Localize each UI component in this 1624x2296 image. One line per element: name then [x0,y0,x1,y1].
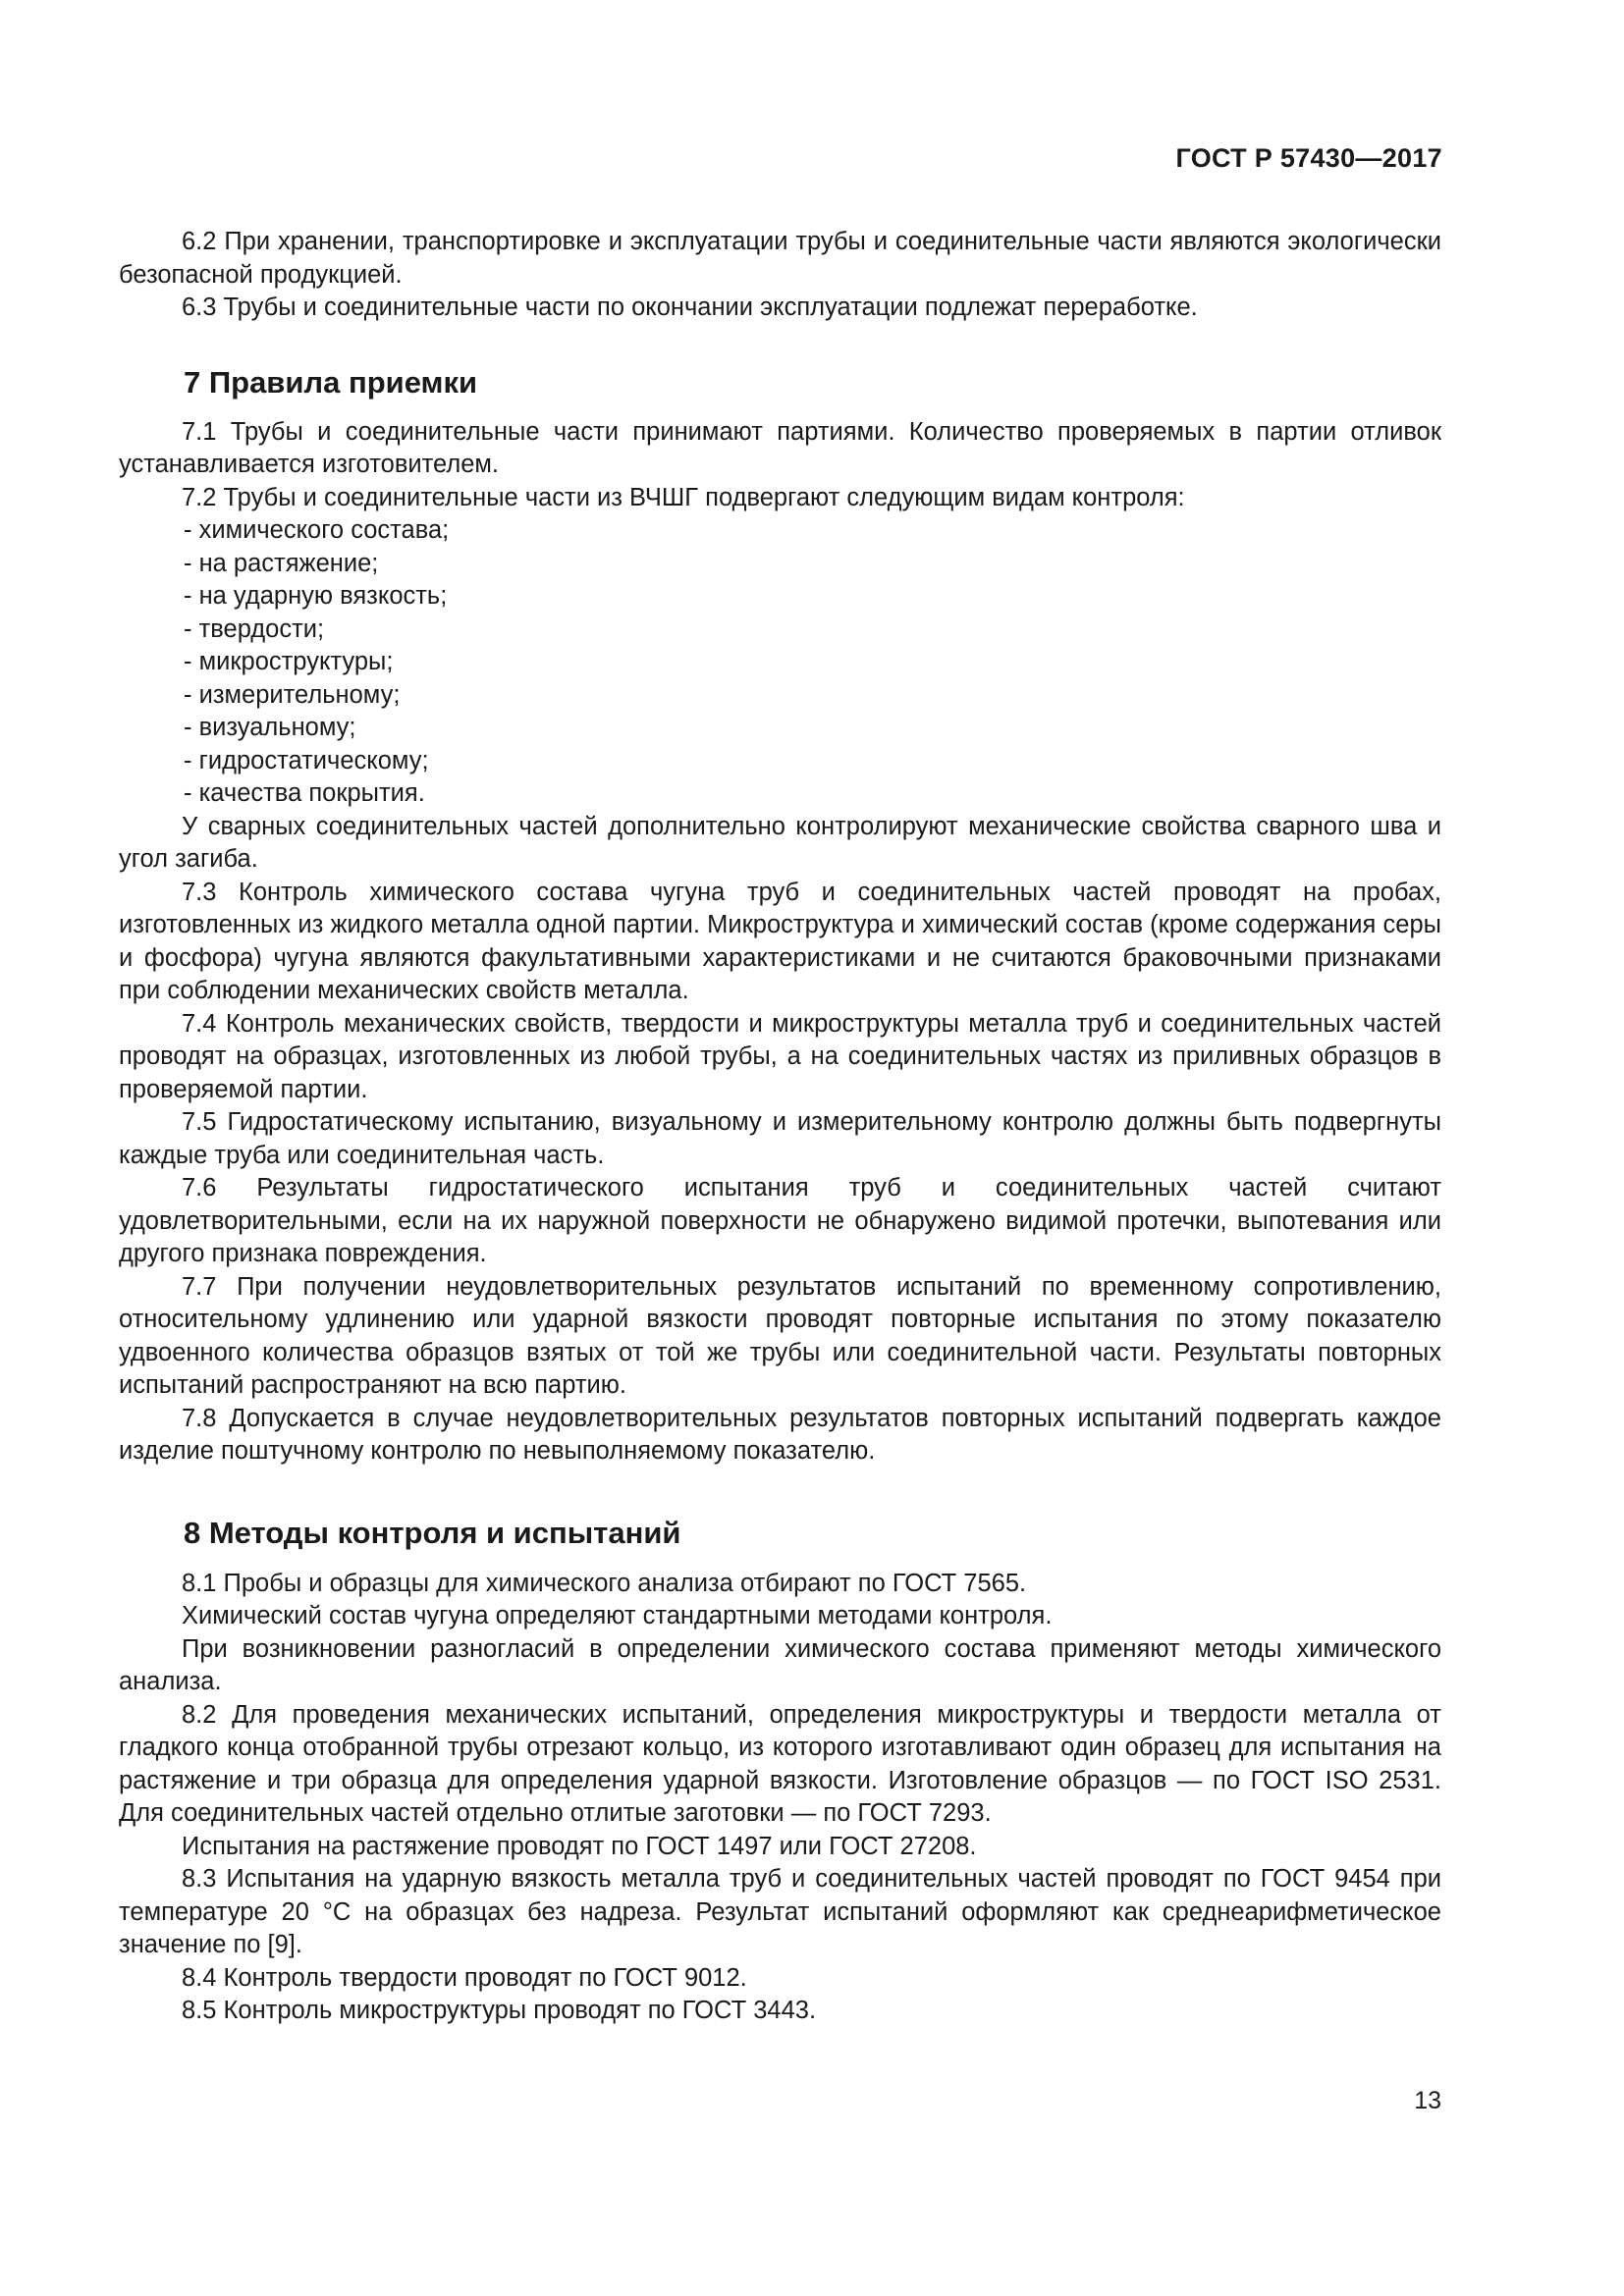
list-item: - гидростатическому; [184,746,429,774]
paragraph-6-2: 6.2 При хранении, транспортировке и эксплуатации трубы и соединительные части являются экологически безопасной продукцией. [119,228,1441,289]
document-body [119,226,1441,2028]
paragraph-6-3: 6.3 Трубы и соединительные части по окончании эксплуатации подлежат переработке. [182,294,1198,321]
list-item: - визуальному; [184,714,356,741]
document-number-header: ГОСТ Р 57430—2017 [1175,143,1442,173]
paragraph-8-2b: Испытания на растяжение проводят по ГОСТ 1497 или ГОСТ 27208. [182,1832,977,1860]
paragraph-8-2: 8.2 Для проведения механических испытаний, определения микроструктуры и твердости металла от гладкого конца отобранной трубы отрезают кольцо, из которого изготавливают один образец для испытания на растяжение и три образца для определения ударной вязкости. Изготовление образцов — по ГОСТ ISO 2531. Для соединительных частей отдельно отлитые заготовки — по ГОСТ 7293. [119,1700,1441,1827]
paragraph-weld: У сварных соединительных частей дополнительно контролируют механические свойства сварного шва и угол загиба. [119,812,1441,873]
section-7-heading: 7 Правила приемки [184,364,478,400]
control-types-list [119,514,1441,811]
list-item: - на ударную вязкость; [184,582,448,610]
paragraph-8-5: 8.5 Контроль микроструктуры проводят по ГОСТ 3443. [182,1997,817,2024]
paragraph-8-4: 8.4 Контроль твердости проводят по ГОСТ 9012. [182,1963,747,1992]
paragraph-7-1: 7.1 Трубы и соединительные части принимают партиями. Количество проверяемых в партии отливок устанавливается изготовителем. [119,417,1441,478]
page-number: 13 [1414,2087,1441,2114]
paragraph-7-2: 7.2 Трубы и соединительные части из ВЧШГ подвергают следующим видам контроля: [182,483,1185,511]
paragraph-7-5: 7.5 Гидростатическому испытанию, визуальному и измерительному контролю должны быть подвергнуты каждые труба или соединительная часть. [119,1108,1441,1169]
list-item: - твердости; [184,614,325,643]
paragraph-7-7: 7.7 При получении неудовлетворительных результатов испытаний по временному сопротивлению, относительному удлинению или ударной вязкости проводят повторные испытания по этому показателю удвоенного количества образцов взятых от той же трубы или соединительной части. Результаты повторных испытаний распространяют на всю партию. [119,1272,1441,1399]
paragraph-8-1b: Химический состав чугуна определяют стандартными методами контроля. [182,1602,1053,1629]
list-item: - микроструктуры; [184,648,394,675]
paragraph-7-3: 7.3 Контроль химического состава чугуна труб и соединительных частей проводят на пробах, изготовленных из жидкого металла одной партии. Микроструктура и химический состав (кроме содержания серы и фосфора) чугуна являются факультативными характеристиками и не считаются браковочными признаками при соблюдении механических свойств металла. [119,878,1441,1004]
list-item: - измерительному; [184,680,401,709]
paragraph-8-1c: При возникновении разногласий в определении химического состава применяют методы химического анализа. [119,1634,1441,1695]
paragraph-7-4: 7.4 Контроль механических свойств, твердости и микроструктуры металла труб и соединительных частей проводят на образцах, изготовленных из любой трубы, а на соединительных частях из приливных образцов в проверяемой партии. [119,1009,1441,1103]
paragraph-8-3: 8.3 Испытания на ударную вязкость металла труб и соединительных частей проводят по ГОСТ 9454 при температуре 20 °С на образцах без надреза. Результат испытаний оформляют как среднеарифметическое значение по [9]. [119,1865,1441,1958]
paragraph-7-6: 7.6 Результаты гидростатического испытания труб и соединительных частей считают удовлетворительными, если на их наружной поверхности не обнаружено видимой протечки, выпотевания или другого признака повреждения. [119,1174,1441,1267]
paragraph-7-8: 7.8 Допускается в случае неудовлетворительных результатов повторных испытаний подвергать каждое изделие поштучному контролю по невыполняемому показателю. [119,1404,1441,1465]
list-item: - качества покрытия. [184,779,425,807]
section-8-heading: 8 Методы контроля и испытаний [184,1515,681,1550]
list-item: - химического состава; [184,516,450,544]
list-item: - на растяжение; [184,549,379,577]
paragraph-8-1: 8.1 Пробы и образцы для химического анализа отбирают по ГОСТ 7565. [182,1569,1027,1597]
